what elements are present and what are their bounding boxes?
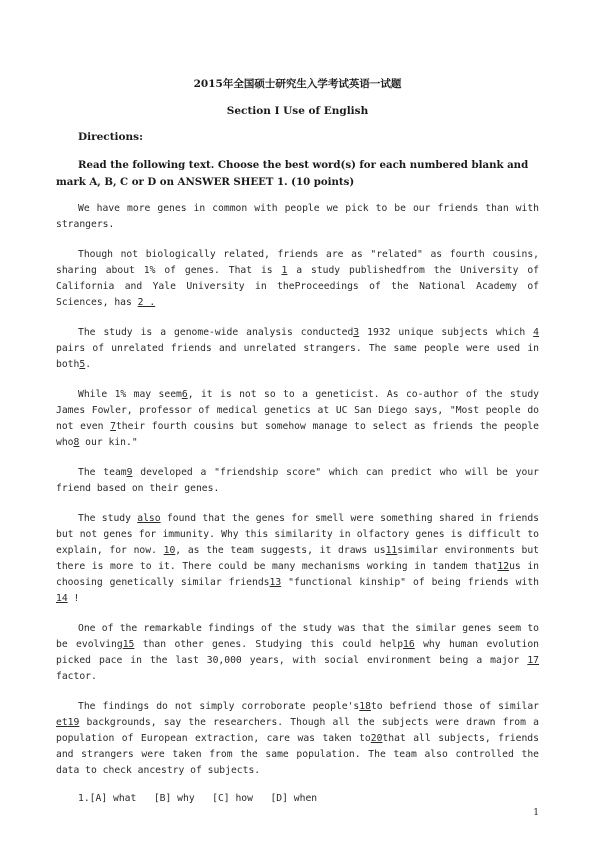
- blank-13[interactable]: 13: [269, 577, 282, 588]
- directions-label: Directions:: [78, 131, 143, 143]
- blank-6[interactable]: 6: [181, 389, 188, 400]
- paragraph-4: While 1% may seem6, it is not so to a geneticist. As co-author of the study James Fowler, professor of medical genetics at UC San Diego says, "Most people do not even 7their fourth cousins but somehow manage to select as friends the people who8 our kin.": [56, 389, 540, 448]
- instructions-text: Read the following text. Choose the best word(s) for each numbered blank and mark A, B, C or D on ANSWER SHEET 1. (10 points): [56, 159, 529, 188]
- blank-15[interactable]: 15: [122, 639, 135, 650]
- blank-3[interactable]: 3: [353, 327, 360, 338]
- page-number: 1: [533, 808, 539, 818]
- blank-1[interactable]: 1: [281, 265, 288, 276]
- word-also: also: [137, 513, 161, 524]
- blank-8[interactable]: 8: [73, 437, 80, 448]
- blank-2[interactable]: 2 .: [137, 297, 156, 308]
- blank-16[interactable]: 16: [403, 639, 415, 650]
- section-heading: Section I Use of English: [226, 105, 369, 117]
- blank-5[interactable]: 5: [79, 359, 86, 370]
- paragraph-3: The study is a genome-wide analysis conducted3 1932 unique subjects which 4 pairs of unrelated friends and unrelated strangers. The same people were used in both5.: [56, 327, 539, 370]
- word-et: et: [56, 717, 68, 728]
- paragraph-5: The team9 developed a "friendship score" which can predict who will be your friend based on their genes.: [56, 467, 539, 494]
- paragraph-1: We have more genes in common with people we pick to be our friends than with strangers.: [56, 203, 539, 230]
- paragraph-6: The study also found that the genes for smell were something shared in friends but not genes for immunity. Why this similarity in olfactory genes is difficult to explain, for now. 10, as the team suggests, it draws us11similar environments but there is more to it. There could be many mechanisms working in tandem that12us in choosing genetically similar friends13 "functional kinship" of being friends with 14 !: [56, 513, 540, 604]
- blank-17[interactable]: 17: [527, 655, 539, 666]
- blank-12[interactable]: 12: [497, 561, 510, 572]
- blank-4[interactable]: 4: [533, 327, 539, 338]
- blank-9[interactable]: 9: [126, 467, 133, 478]
- paragraph-8: The findings do not simply corroborate people's18to befriend those of similar et19 backgrounds, say the researchers. Though all the subjects were drawn from a population of European extraction, care was taken to20that all subjects, friends and strangers were taken from the same population. The team also controlled the data to check ancestry of subjects.: [56, 701, 540, 776]
- blank-14[interactable]: 14: [56, 593, 68, 604]
- blank-7[interactable]: 7: [110, 421, 116, 432]
- blank-19[interactable]: 19: [67, 717, 80, 728]
- paragraph-7: One of the remarkable findings of the study was that the similar genes seem to be evolving15 than other genes. Studying this could help16 why human evolution picked pace in the last 30,000 years, with social environment being a major 17 factor.: [56, 623, 539, 682]
- exam-title: 2015年全国硕士研究生入学考试英语一试题: [193, 78, 402, 90]
- blank-10[interactable]: 10: [163, 545, 176, 556]
- blank-20[interactable]: 20: [370, 733, 383, 744]
- paragraph-2: Though not biologically related, friends are as "related" as fourth cousins, sharing about 1% of genes. That is 1 a study publishedfrom the University of California and Yale University in theProceedings of the National Academy of Sciences, has 2 .: [56, 249, 540, 308]
- question-1-options: 1.[A] what [B] why [C] how [D] when: [78, 793, 318, 804]
- blank-11[interactable]: 11: [385, 545, 398, 556]
- blank-18[interactable]: 18: [359, 701, 371, 712]
